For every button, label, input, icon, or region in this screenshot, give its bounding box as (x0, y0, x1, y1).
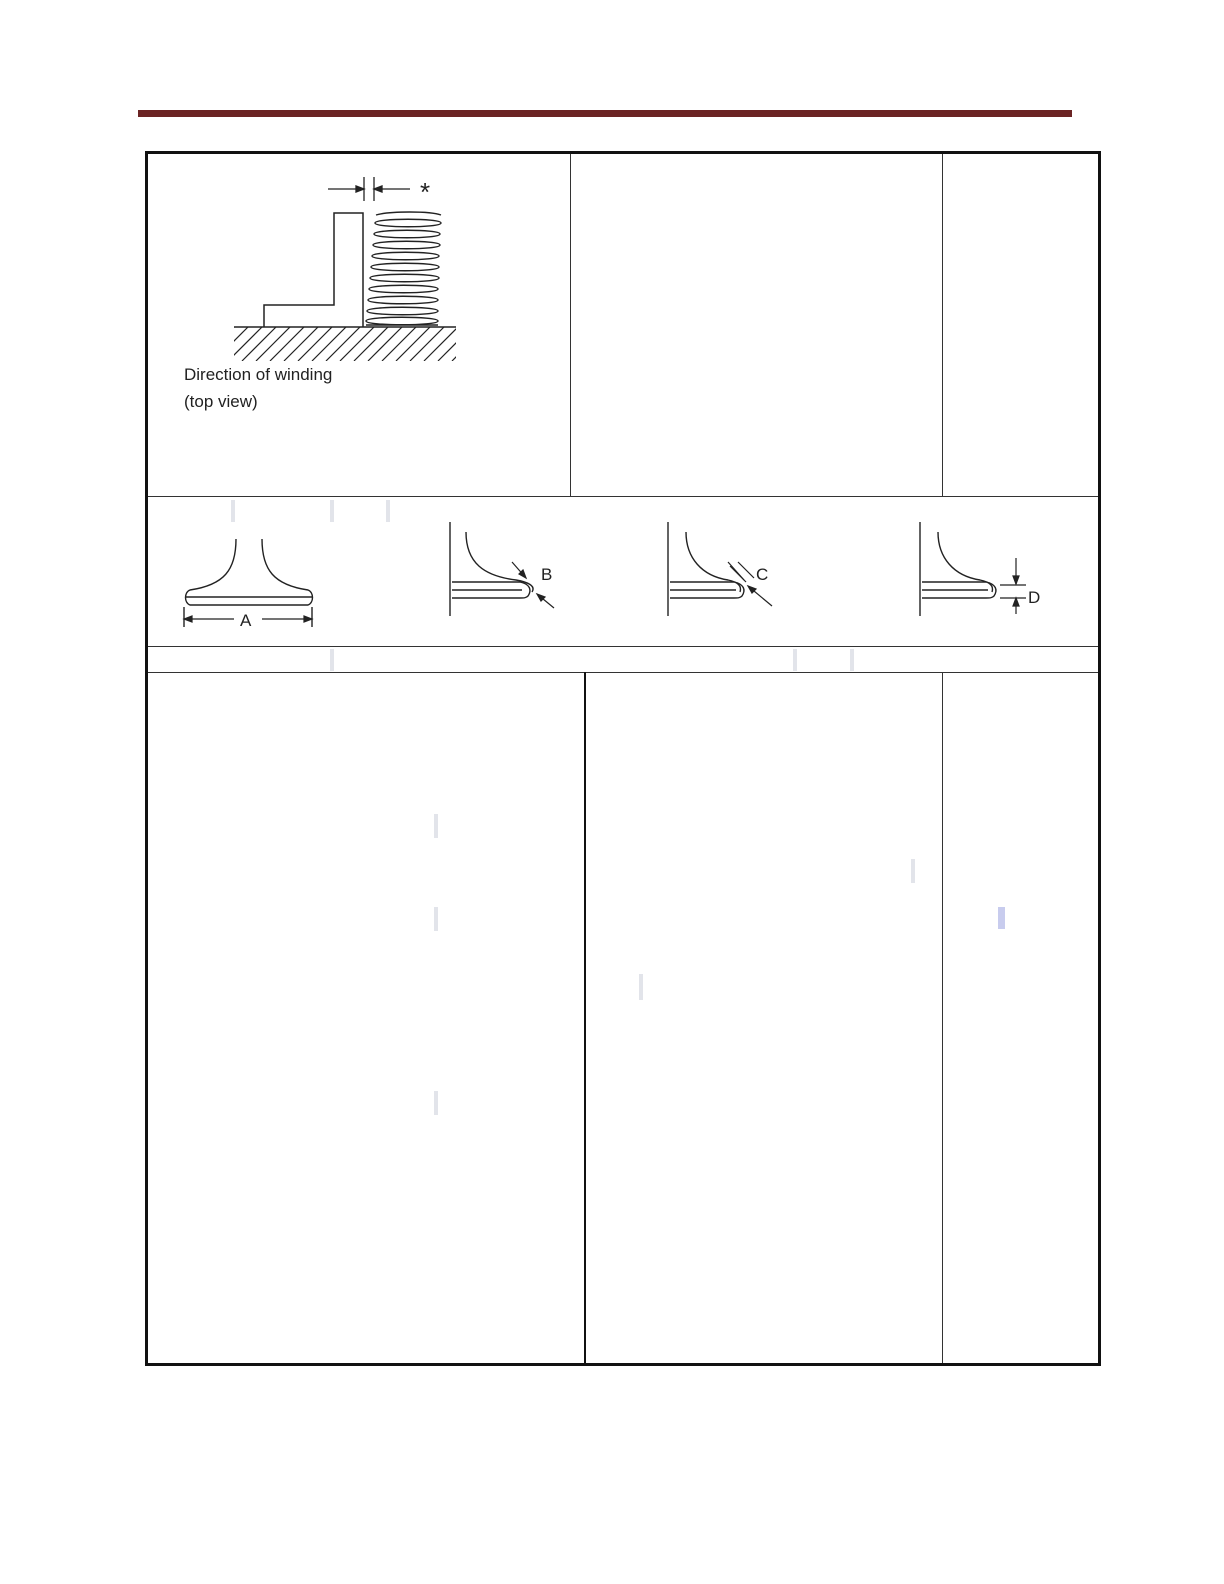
scan-mark (793, 649, 797, 671)
scan-mark (434, 814, 438, 838)
top-row-col-divider-2 (942, 154, 943, 496)
scan-mark (434, 907, 438, 931)
valve-margin-figure-c (662, 518, 792, 618)
scan-mark (434, 1091, 438, 1115)
row-divider-1 (148, 496, 1098, 497)
scan-mark (998, 907, 1005, 929)
valve-seat-figure-b (444, 518, 574, 618)
header-rule (138, 110, 1072, 117)
spring-caption-line-2: (top view) (184, 392, 258, 411)
row-divider-3 (148, 672, 1098, 673)
scan-mark (911, 859, 915, 883)
scan-mark (330, 500, 334, 522)
valve-spring (366, 212, 441, 325)
ground-hatch (200, 327, 486, 361)
try-square (264, 213, 363, 327)
top-row-col-divider-1 (570, 154, 571, 496)
row-divider-2 (148, 646, 1098, 647)
bottom-row-col-divider-2 (942, 672, 943, 1363)
dimension-label-a: A (240, 611, 252, 630)
scan-mark (231, 500, 235, 522)
dimension-label-c: C (756, 565, 769, 584)
scan-mark (386, 500, 390, 522)
spring-caption-line-1: Direction of winding (184, 365, 333, 384)
spring-squareness-figure (230, 175, 470, 365)
dimension-label-b: B (541, 565, 553, 584)
scan-mark (850, 649, 854, 671)
gap-dimension (328, 177, 410, 201)
gap-marker-label: * (420, 177, 431, 207)
valve-head-thickness-figure-d (914, 518, 1054, 618)
dimension-label-d: D (1028, 588, 1041, 607)
valve-head-diameter-figure (176, 535, 326, 635)
bottom-row-col-divider-1 (584, 672, 586, 1363)
scan-mark (639, 974, 643, 1000)
scan-mark (330, 649, 334, 671)
